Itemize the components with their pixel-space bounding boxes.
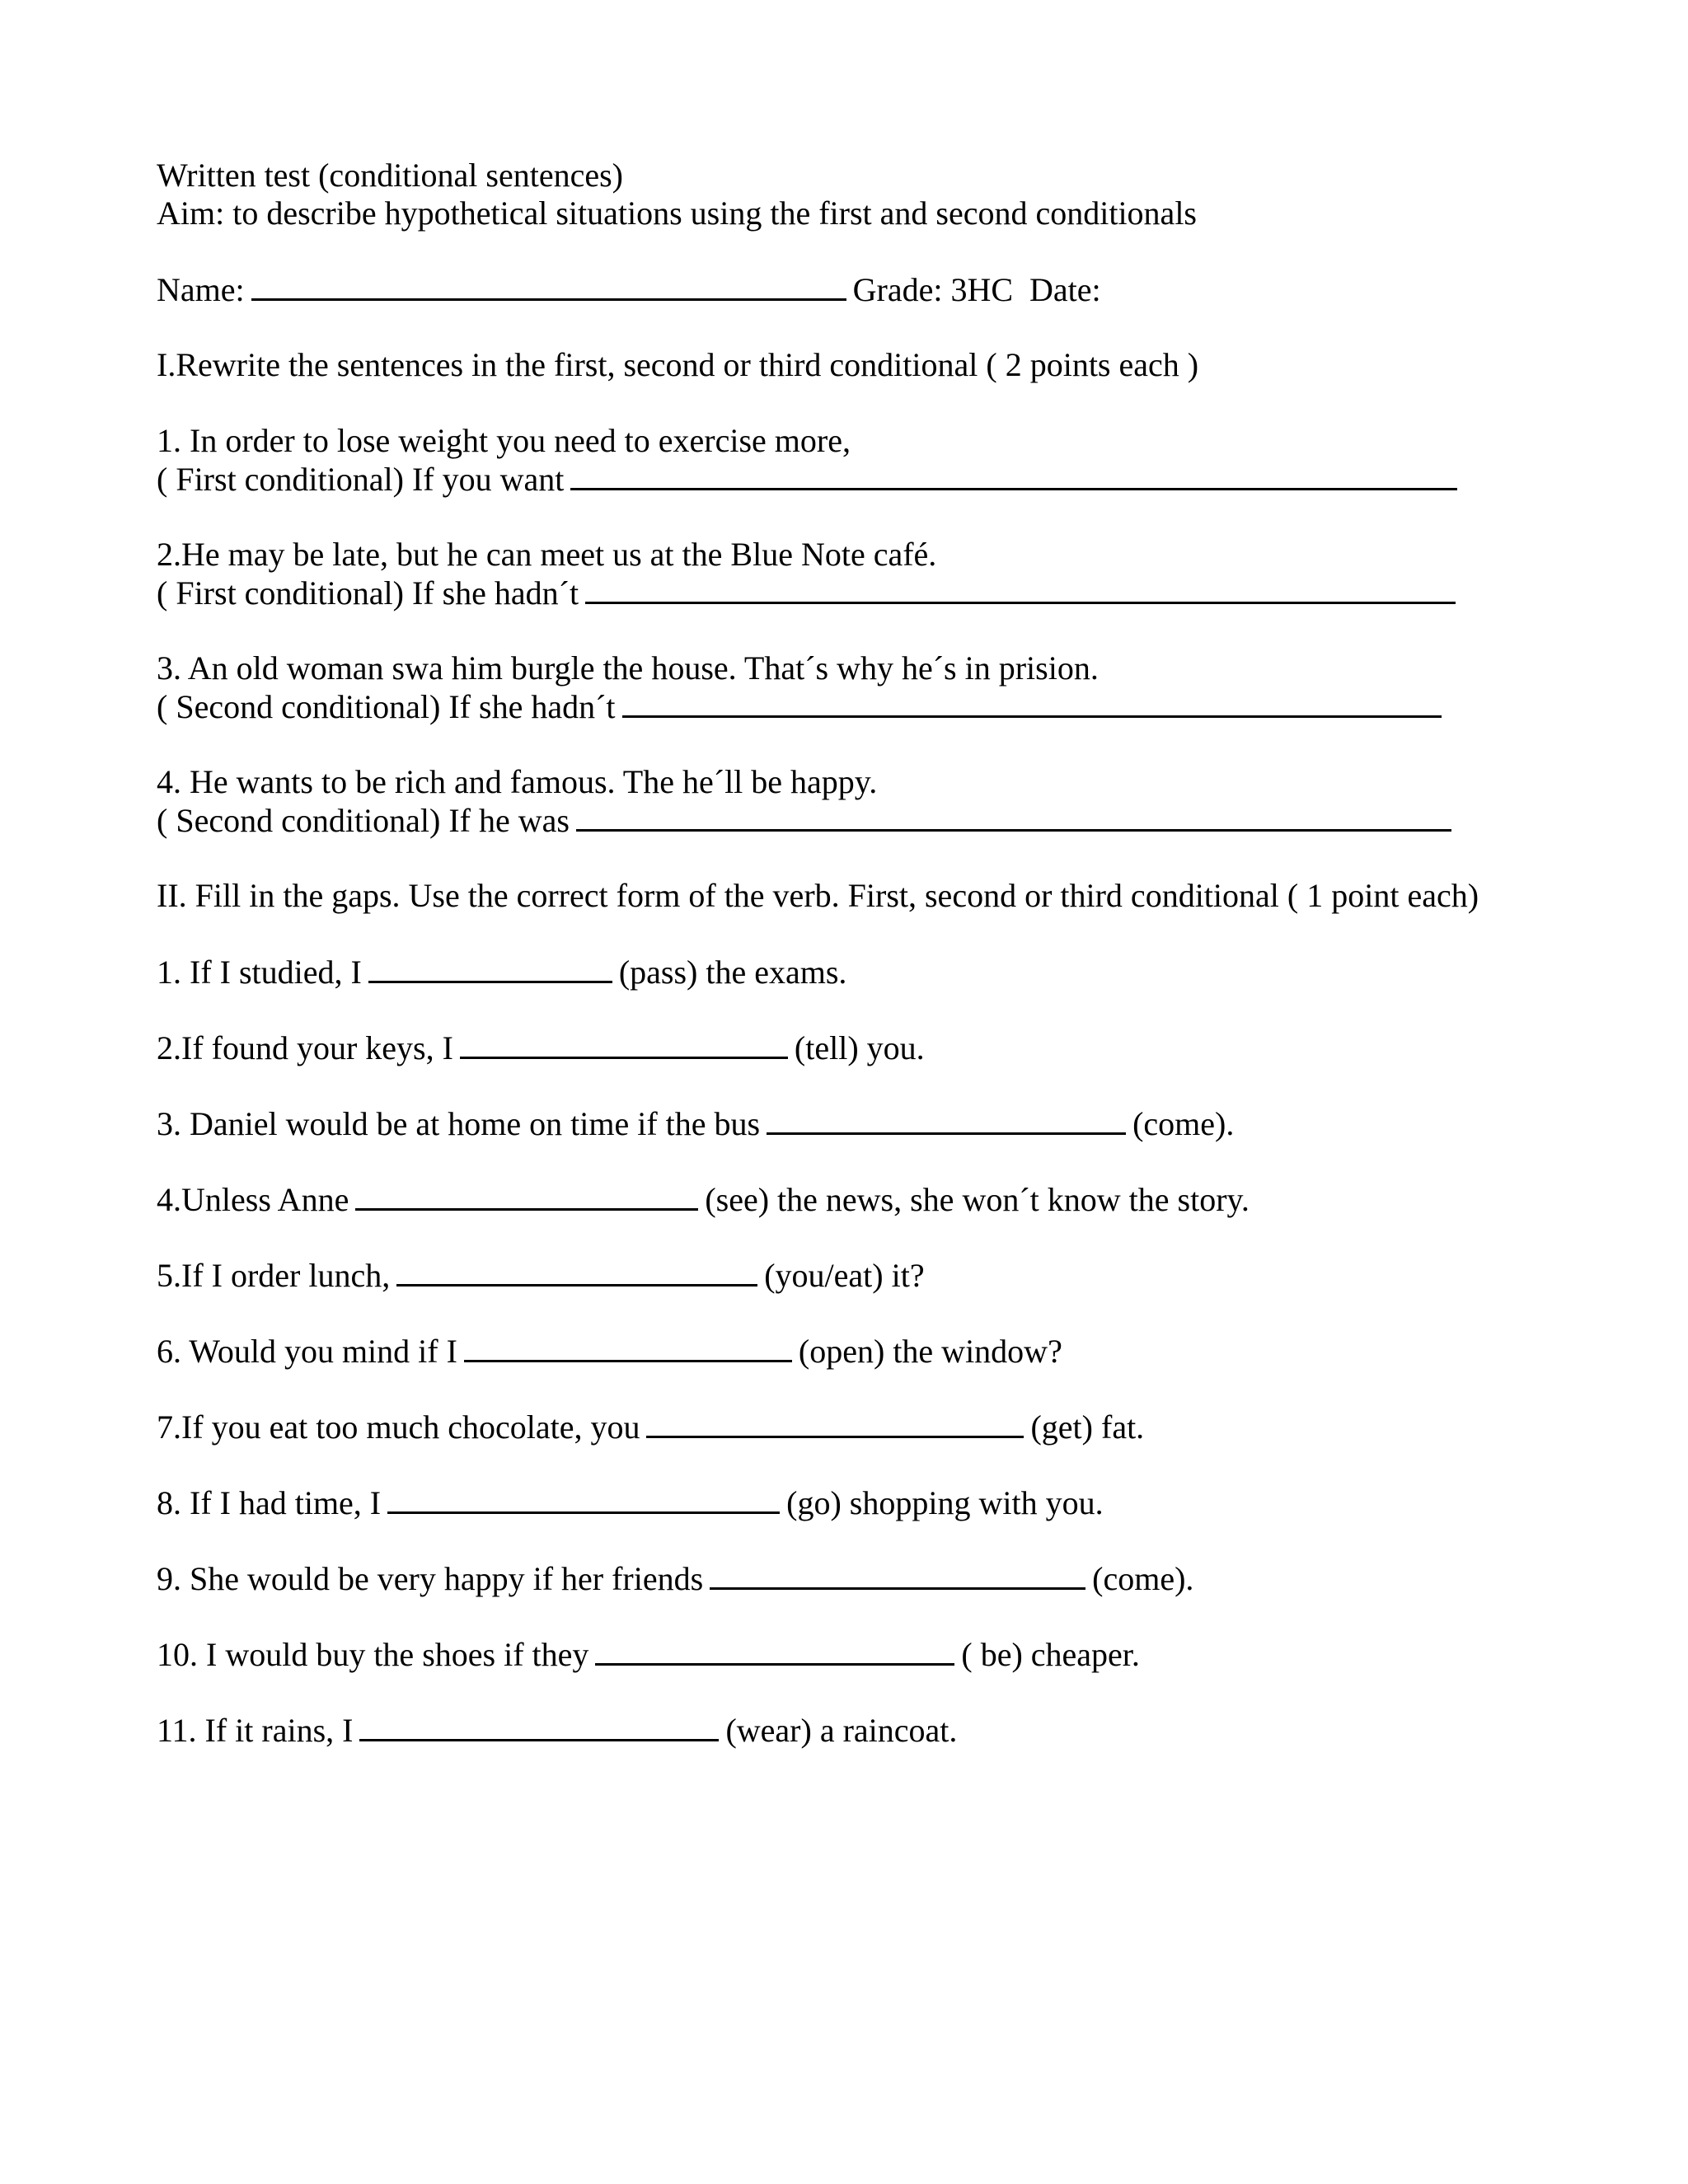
gap-after-text: (tell) you. xyxy=(794,1029,925,1066)
rewrite-prompt-2 xyxy=(157,574,1462,612)
rewrite-prompt-text: ( First conditional) If you want xyxy=(157,461,565,498)
gap-after-text: (open) the window? xyxy=(798,1333,1062,1370)
rewrite-prompt-text: ( Second conditional) If he was xyxy=(157,802,570,839)
gap-item-1 xyxy=(157,953,846,991)
rewrite-sentence-4: 4. He wants to be rich and famous. The he´ll be happy. xyxy=(157,763,878,800)
gap-item-10 xyxy=(157,1635,1140,1674)
section1-heading: I.Rewrite the sentences in the first, second or third conditional ( 2 points each ) xyxy=(157,346,1199,383)
gap-blank[interactable] xyxy=(710,1559,1085,1590)
gap-blank[interactable] xyxy=(387,1483,780,1514)
answer-blank[interactable] xyxy=(576,801,1451,832)
answer-blank[interactable] xyxy=(570,460,1457,490)
gap-blank[interactable] xyxy=(460,1029,788,1059)
document-aim: Aim: to describe hypothetical situations using the first and second conditionals xyxy=(157,194,1197,232)
gap-item-9 xyxy=(157,1559,1193,1598)
gap-before-text: 5.If I order lunch, xyxy=(157,1257,391,1294)
gap-after-text: ( be) cheaper. xyxy=(961,1636,1140,1673)
gap-blank[interactable] xyxy=(767,1104,1126,1135)
gap-before-text: 1. If I studied, I xyxy=(157,954,362,991)
gap-blank[interactable] xyxy=(359,1711,719,1741)
gap-after-text: (wear) a raincoat. xyxy=(725,1712,958,1749)
gap-after-text: (get) fat. xyxy=(1030,1408,1145,1446)
gap-before-text: 7.If you eat too much chocolate, you xyxy=(157,1408,640,1446)
gap-item-3 xyxy=(157,1104,1234,1143)
document-title: Written test (conditional sentences) xyxy=(157,157,623,194)
rewrite-prompt-3 xyxy=(157,687,1448,726)
gap-after-text: (pass) the exams. xyxy=(618,954,847,991)
gap-item-6 xyxy=(157,1332,1062,1371)
gap-before-text: 10. I would buy the shoes if they xyxy=(157,1636,589,1673)
gap-item-5 xyxy=(157,1256,925,1295)
rewrite-prompt-1 xyxy=(157,460,1464,499)
answer-blank[interactable] xyxy=(622,687,1442,718)
gap-blank[interactable] xyxy=(646,1408,1024,1438)
gap-after-text: (go) shopping with you. xyxy=(786,1484,1104,1521)
gap-before-text: 3. Daniel would be at home on time if the bus xyxy=(157,1105,761,1142)
gap-before-text: 9. She would be very happy if her friends xyxy=(157,1560,704,1597)
rewrite-sentence-2: 2.He may be late, but he can meet us at the Blue Note café. xyxy=(157,536,937,573)
gap-after-text: (come). xyxy=(1132,1105,1235,1142)
date-label: Date: xyxy=(1029,271,1101,308)
gap-item-4 xyxy=(157,1180,1250,1219)
rewrite-prompt-text: ( Second conditional) If she hadn´t xyxy=(157,688,616,725)
rewrite-prompt-text: ( First conditional) If she hadn´t xyxy=(157,574,579,612)
gap-before-text: 6. Would you mind if I xyxy=(157,1333,457,1370)
name-blank[interactable] xyxy=(251,270,846,301)
gap-after-text: (come). xyxy=(1092,1560,1194,1597)
gap-after-text: (you/eat) it? xyxy=(764,1257,925,1294)
gap-after-text: (see) the news, she won´t know the story. xyxy=(705,1181,1250,1218)
section2-heading: II. Fill in the gaps. Use the correct form of the verb. First, second or third conditional ( 1 point each) xyxy=(157,877,1479,914)
gap-blank[interactable] xyxy=(396,1256,757,1286)
gap-before-text: 8. If I had time, I xyxy=(157,1484,382,1521)
gap-item-2 xyxy=(157,1029,925,1067)
student-info-row xyxy=(157,270,1101,309)
gap-item-7 xyxy=(157,1408,1144,1446)
gap-before-text: 4.Unless Anne xyxy=(157,1181,349,1218)
name-label: Name: xyxy=(157,271,245,308)
answer-blank[interactable] xyxy=(585,574,1456,604)
rewrite-sentence-3: 3. An old woman swa him burgle the house. That´s why he´s in prision. xyxy=(157,649,1099,687)
gap-blank[interactable] xyxy=(368,953,612,983)
gap-before-text: 11. If it rains, I xyxy=(157,1712,354,1749)
rewrite-prompt-4 xyxy=(157,801,1458,840)
gap-blank[interactable] xyxy=(355,1180,698,1211)
gap-item-8 xyxy=(157,1483,1104,1522)
gap-before-text: 2.If found your keys, I xyxy=(157,1029,453,1066)
rewrite-sentence-1: 1. In order to lose weight you need to exercise more, xyxy=(157,422,851,459)
grade-label: Grade: 3HC xyxy=(852,271,1014,308)
gap-item-11 xyxy=(157,1711,957,1750)
gap-blank[interactable] xyxy=(595,1635,954,1666)
gap-blank[interactable] xyxy=(464,1332,792,1362)
